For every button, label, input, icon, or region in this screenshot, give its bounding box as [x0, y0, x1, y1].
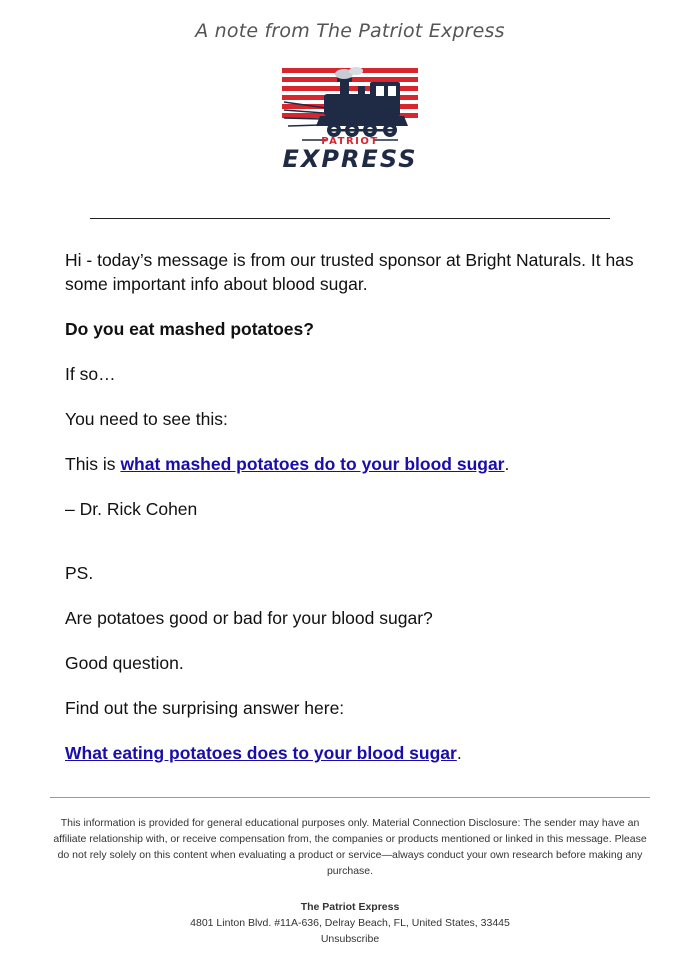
- good-question-text: Good question.: [65, 653, 184, 673]
- if-so-text: If so…: [65, 364, 116, 384]
- patriot-express-logo: [280, 64, 420, 172]
- company-name: The Patriot Express: [300, 901, 400, 913]
- address-block: [50, 899, 650, 947]
- unsubscribe-link[interactable]: Unsubscribe: [320, 933, 380, 945]
- this-is-prefix: This is: [65, 454, 121, 474]
- this-is-line: [65, 452, 645, 476]
- link1-period: .: [504, 454, 510, 474]
- need-to-see-text: You need to see this:: [65, 409, 228, 429]
- intro-paragraph: Hi - today’s message is from our trusted sponsor at Bright Naturals. It has some important info about blood sugar.: [65, 250, 634, 294]
- disclaimer-text: [50, 815, 650, 879]
- logo-patriot-text: PATRIOT: [321, 136, 379, 147]
- link2-period: .: [456, 743, 462, 763]
- company-address: 4801 Linton Blvd. #11A-636, Delray Beach, FL, United States, 33445: [190, 917, 510, 929]
- message-body: [65, 248, 645, 786]
- eating-potatoes-link[interactable]: What eating potatoes does to your blood sugar: [65, 743, 457, 763]
- header-note: A note from The Patriot Express: [195, 20, 505, 42]
- disclaimer-body: This information is provided for general educational purposes only. Material Connection Disclosure: The sender may have an affiliate relationship with, or receive compensation from, the companies or products mentioned or linked in this message. Please do not rely solely on this content when evaluating a product or service—always conduct your own research before making any purchase: [53, 817, 647, 877]
- disclaimer-period-link[interactable]: .: [370, 865, 374, 877]
- mashed-potatoes-link[interactable]: what mashed potatoes do to your blood sugar: [120, 454, 505, 474]
- find-out-text: Find out the surprising answer here:: [65, 698, 345, 718]
- ps-question: Are potatoes good or bad for your blood sugar?: [65, 608, 433, 628]
- ps-label: PS.: [65, 563, 94, 583]
- link2-line: [65, 741, 645, 765]
- header-divider: [90, 218, 610, 219]
- logo-express-text: EXPRESS: [282, 145, 418, 172]
- footer-divider: [50, 797, 650, 798]
- footer: [50, 815, 650, 947]
- question-heading: Do you eat mashed potatoes?: [65, 319, 314, 339]
- signature: – Dr. Rick Cohen: [65, 499, 198, 519]
